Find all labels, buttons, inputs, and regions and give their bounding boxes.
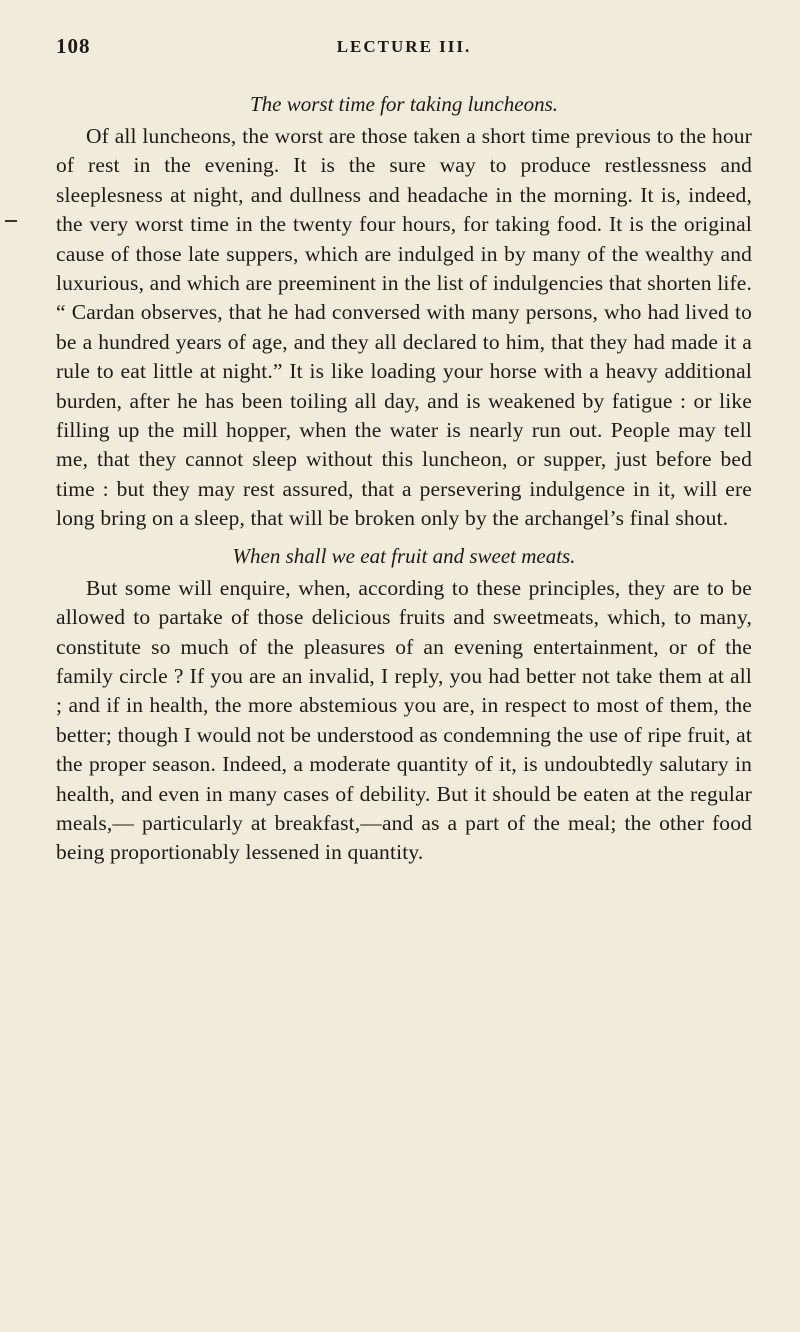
body-paragraph: Of all luncheons, the worst are those taken a short time previous to the hour of rest in the evening. It is the sure way to produce restlessness and sleeplesness at night, and dullness and headache in the morning. It is, indeed, the very worst time in the twenty four hours, for taking food. It is the original cause of those late suppers, which are indulged in by many of the wealthy and luxurious, and which are preeminent in the list of indulgencies that shorten life. “ Cardan observes, that he had conversed with many persons, who had lived to be a hundred years of age, and they all declared to him, that they had made it a rule to eat little at night.” It is like loading your horse with a heavy additional burden, after he has been toiling all day, and is weakened by fatigue : or like filling up the mill hopper, when the water is nearly run out. People may tell me, that they cannot sleep without this luncheon, or supper, just before bed time : but they may rest assured, that a persevering indulgence in it, will ere long bring on a sleep, that will be broken only by the archangel’s final shout. [56, 124, 752, 531]
body-paragraph: But some will enquire, when, according to these principles, they are to be allowed to partake of those delicious fruits and sweetmeats, which, to many, constitute so much of the pleasures of an evening entertainment, or of the family circle ? If you are an invalid, I reply, you had better not take them at all ; and if in health, the more abstemious you are, in respect to most of them, the better; though I would not be understood as condemning the use of ripe fruit, at the proper season. Indeed, a moderate quantity of it, is undoubtedly salutary in health, and even in many cases of debility. But it should be eaten at the regular meals,— particularly at breakfast,—and as a part of the meal; the other food being proportionably lessened in quantity. [56, 575, 752, 865]
running-title: LECTURE III. [336, 37, 472, 56]
margin-mark [5, 220, 17, 222]
section-heading: The worst time for taking luncheons. [250, 92, 558, 116]
section-fruit [56, 542, 752, 868]
page-number: 108 [56, 34, 91, 58]
running-head [56, 34, 752, 64]
section-heading: When shall we eat fruit and sweet meats. [232, 543, 576, 568]
section-luncheons [56, 90, 752, 534]
